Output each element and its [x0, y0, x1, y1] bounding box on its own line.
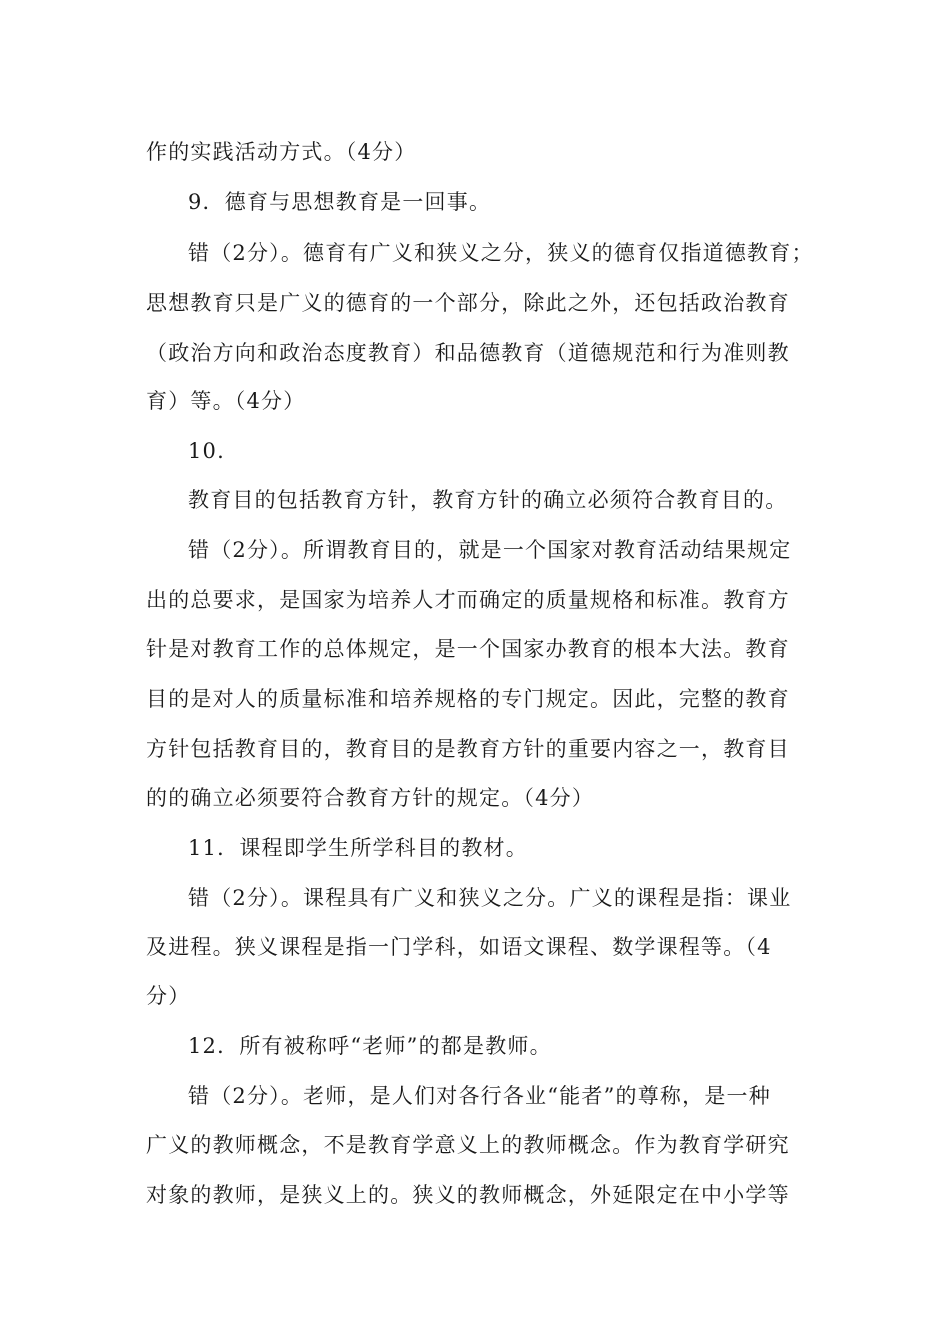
answer-9-line: 思想教育只是广义的德育的一个部分，除此之外，还包括政治教育 — [146, 291, 790, 315]
answer-9-line: 错（2分）。德育有广义和狭义之分，狭义的德育仅指道德教育； — [188, 241, 814, 265]
answer-10-line: 出的总要求，是国家为培养人才而确定的质量规格和标准。教育方 — [146, 588, 790, 612]
text-line: 作的实践活动方式。（4分） — [146, 140, 417, 164]
question-10-number: 10. — [188, 439, 225, 463]
answer-9-line: （政治方向和政治态度教育）和品德教育（道德规范和行为准则教 — [146, 341, 790, 365]
question-11: 11．课程即学生所学科目的教材。 — [188, 836, 528, 860]
answer-11-line: 及进程。狭义课程是指一门学科，如语文课程、数学课程等。（4 — [146, 935, 772, 959]
answer-12-line: 对象的教师，是狭义上的。狭义的教师概念，外延限定在中小学等 — [146, 1183, 790, 1207]
answer-9-line: 育）等。（4分） — [146, 389, 306, 413]
question-12: 12．所有被称呼“老师”的都是教师。 — [188, 1034, 552, 1058]
answer-11-line: 分） — [146, 984, 191, 1008]
answer-12-line: 广义的教师概念，不是教育学意义上的教师概念。作为教育学研究 — [146, 1133, 790, 1157]
answer-10-line: 的的确立必须要符合教育方针的规定。（4分） — [146, 786, 595, 810]
answer-10-line: 方针包括教育目的，教育目的是教育方针的重要内容之一，教育目 — [146, 737, 790, 761]
question-9: 9．德育与思想教育是一回事。 — [188, 190, 492, 214]
answer-10-line: 错（2分）。所谓教育目的，就是一个国家对教育活动结果规定 — [188, 538, 792, 562]
answer-10-line: 目的是对人的质量标准和培养规格的专门规定。因此，完整的教育 — [146, 687, 790, 711]
answer-10-line: 针是对教育工作的总体规定，是一个国家办教育的根本大法。教育 — [146, 637, 790, 661]
answer-12-line: 错（2分）。老师，是人们对各行各业“能者”的尊称，是一种 — [188, 1084, 771, 1108]
answer-11-line: 错（2分）。课程具有广义和狭义之分。广义的课程是指：课业 — [188, 886, 792, 910]
question-10: 教育目的包括教育方针，教育方针的确立必须符合教育目的。 — [188, 488, 788, 512]
